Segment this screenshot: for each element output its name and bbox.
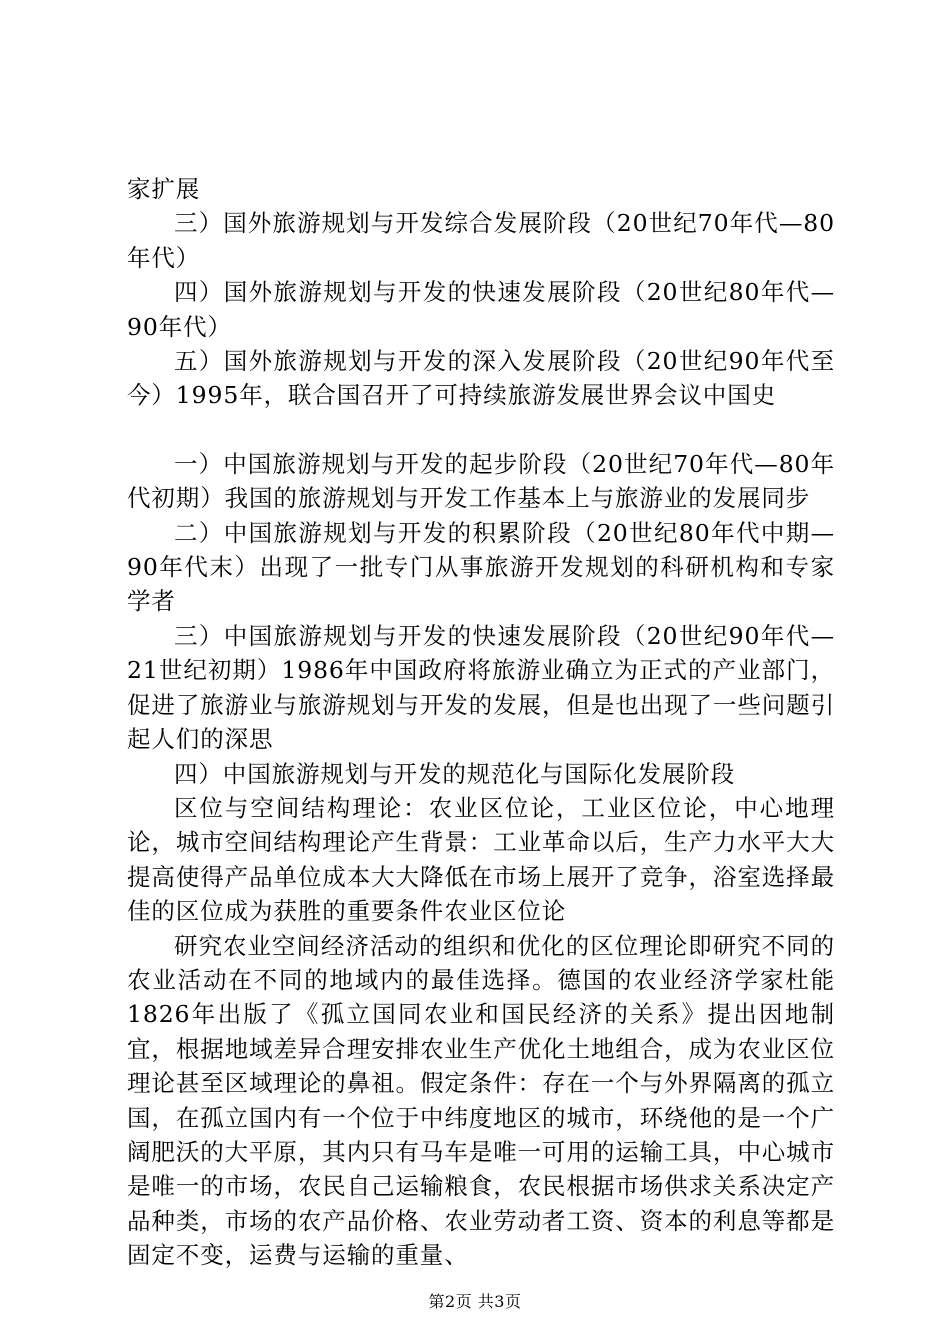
paragraph-agricultural-location: 研究农业空间经济活动的组织和优化的区位理论即研究不同的农业活动在不同的地域内的最佳选择。德国的农业经济学家杜能1826年出版了《孤立国同农业和国民经济的关系》提出因地制宜，根据地域差异合理安排农业生产优化土地组合，成为农业区位理论甚至区域理论的鼻祖。假定条件：存在一个与外界隔离的孤立国，在孤立国内有一个位于中纬度地区的城市，环绕他的是一个广阔肥沃的大平原，其内只有马车是唯一可用的运输工具，中心城市是唯一的市场，农民自己运输粮食，农民根据市场供求关系决定产品种类，市场的农产品价格、农业劳动者工资、资本的利息等都是固定不变，运费与运输的重量、 [127, 931, 835, 1270]
paragraph-china-stage-1: 一）中国旅游规划与开发的起步阶段（20世纪70年代—80年代初期）我国的旅游规划与开发工作基本上与旅游业的发展同步 [127, 449, 835, 513]
document-body [127, 172, 835, 1273]
paragraph-continuation: 家扩展 [127, 175, 201, 203]
paragraph-foreign-stage-3: 三）国外旅游规划与开发综合发展阶段（20世纪70年代—80年代） [127, 209, 835, 272]
paragraph-foreign-stage-5: 五）国外旅游规划与开发的深入发展阶段（20世纪90年代至今）1995年，联合国召开了可持续旅游发展世界会议中国史 [127, 347, 835, 410]
paragraph-location-theory: 区位与空间结构理论：农业区位论，工业区位论，中心地理论，城市空间结构理论产生背景：工业革命以后，生产力水平大大提高使得产品单位成本大大降低在市场上展开了竞争，浴室选择最佳的区位成为获胜的重要条件农业区位论 [127, 793, 835, 926]
paragraph-china-stage-4: 四）中国旅游规划与开发的规范化与国际化发展阶段 [174, 759, 736, 788]
paragraph-china-stage-3: 三）中国旅游规划与开发的快速发展阶段（20世纪90年代—21世纪初期）1986年中国政府将旅游业确立为正式的产业部门，促进了旅游业与旅游规划与开发的发展，但是也出现了一些问题引起人们的深思 [127, 621, 835, 754]
page-number-footer: 第2页 共3页 [428, 1292, 522, 1311]
paragraph-china-stage-2: 二）中国旅游规划与开发的积累阶段（20世纪80年代中期—90年代末）出现了一批专门从事旅游开发规划的科研机构和专家学者 [127, 518, 835, 616]
paragraph-foreign-stage-4: 四）国外旅游规划与开发的快速发展阶段（20世纪80年代—90年代） [127, 278, 835, 341]
